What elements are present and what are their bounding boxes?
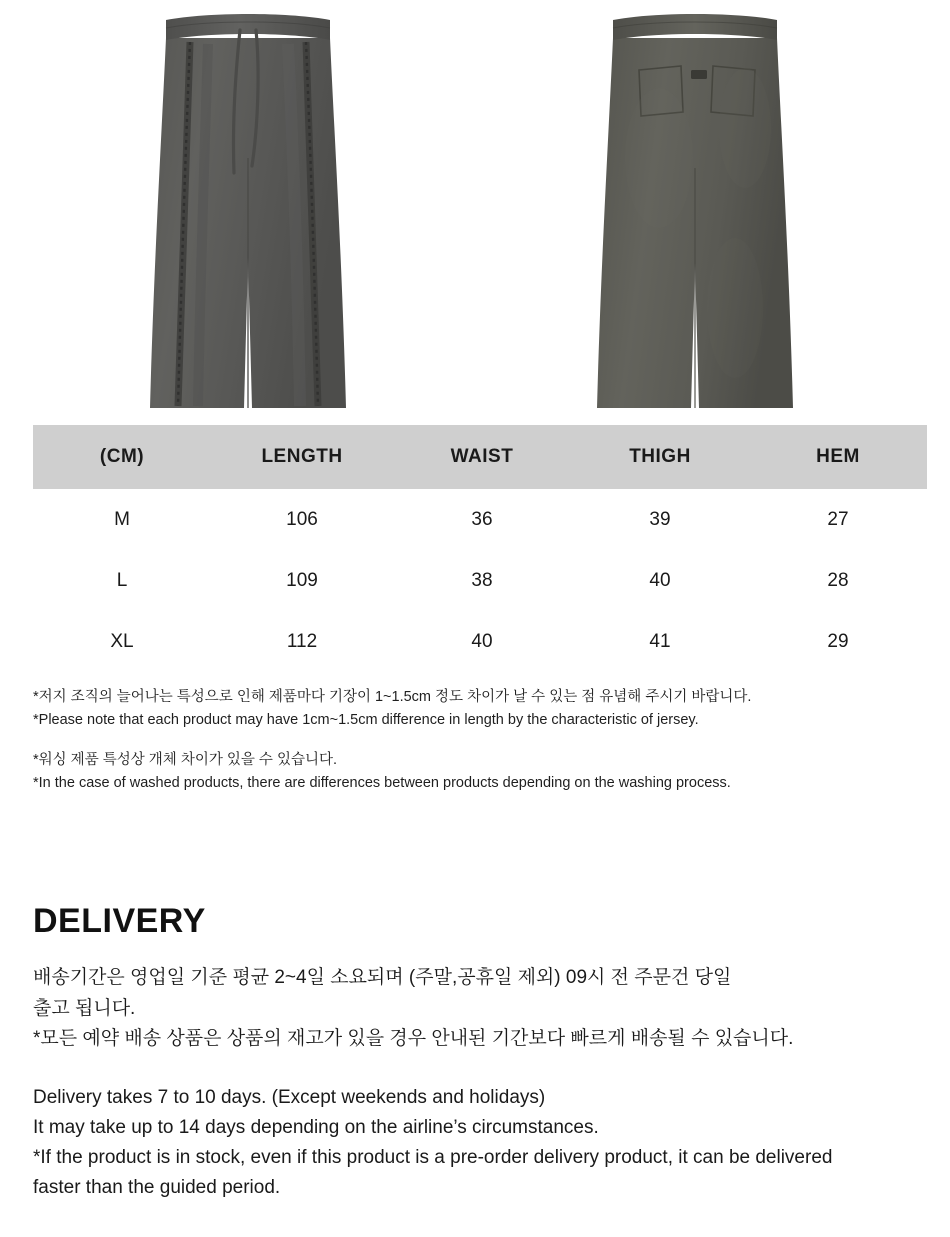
note-washing-en: *In the case of washed products, there are differences between products depending on the washing process.: [33, 775, 731, 792]
delivery-en-line-2: It may take up to 14 days depending on the airline’s circumstances.: [33, 1117, 599, 1139]
cell-thigh: 40: [571, 550, 749, 611]
delivery-korean-text: [33, 963, 917, 1055]
table-row: [33, 489, 927, 550]
cell-waist: 36: [393, 489, 571, 550]
table-row: [33, 550, 927, 611]
delivery-section: [33, 902, 917, 1203]
table-row: [33, 611, 927, 672]
cell-waist: 38: [393, 550, 571, 611]
cell-thigh: 41: [571, 611, 749, 672]
cell-size: L: [33, 550, 211, 611]
cell-hem: 29: [749, 611, 927, 672]
cell-size: M: [33, 489, 211, 550]
cell-waist: 40: [393, 611, 571, 672]
note-washing-kr: *워싱 제품 특성상 개체 차이가 있을 수 있습니다.: [33, 751, 338, 768]
delivery-title: DELIVERY: [33, 901, 206, 940]
header-unit: (CM): [33, 425, 211, 489]
delivery-kr-line-2: 출고 됩니다.: [33, 997, 136, 1019]
header-hem: HEM: [749, 425, 927, 489]
note-block-washing: [33, 749, 917, 796]
cell-length: 109: [211, 550, 393, 611]
delivery-en-line-1: Delivery takes 7 to 10 days. (Except weekends and holidays): [33, 1087, 546, 1109]
delivery-kr-line-3: *모든 예약 배송 상품은 상품의 재고가 있을 경우 안내된 기간보다 빠르게 배송될 수 있습니다.: [33, 1028, 794, 1050]
cell-hem: 28: [749, 550, 927, 611]
cell-length: 106: [211, 489, 393, 550]
note-jersey-kr: *저지 조직의 늘어나는 특성으로 인해 제품마다 기장이 1~1.5cm 정도 차이가 날 수 있는 점 유념해 주시기 바랍니다.: [33, 689, 752, 705]
back-view-pants: [595, 8, 805, 418]
table-header-row: [33, 425, 927, 489]
product-image-gallery: [0, 0, 950, 425]
cell-length: 112: [211, 611, 393, 672]
delivery-en-line-4: faster than the guided period.: [33, 1177, 281, 1199]
cell-thigh: 39: [571, 489, 749, 550]
delivery-english-text: [33, 1083, 917, 1203]
front-view-pants: [148, 8, 358, 418]
size-notes: [33, 686, 917, 796]
size-chart-table: [33, 425, 927, 672]
header-waist: WAIST: [393, 425, 571, 489]
cell-hem: 27: [749, 489, 927, 550]
note-block-jersey: [33, 686, 917, 733]
note-jersey-en: *Please note that each product may have 1cm~1.5cm difference in length by the characteristic of jersey.: [33, 712, 699, 729]
cell-size: XL: [33, 611, 211, 672]
delivery-kr-line-1: 배송기간은 영업일 기준 평균 2~4일 소요되며 (주말,공휴일 제외) 09시 전 주문건 당일: [33, 966, 732, 988]
header-length: LENGTH: [211, 425, 393, 489]
header-thigh: THIGH: [571, 425, 749, 489]
delivery-en-line-3: *If the product is in stock, even if this product is a pre-order delivery product, it can be delivered: [33, 1147, 833, 1169]
